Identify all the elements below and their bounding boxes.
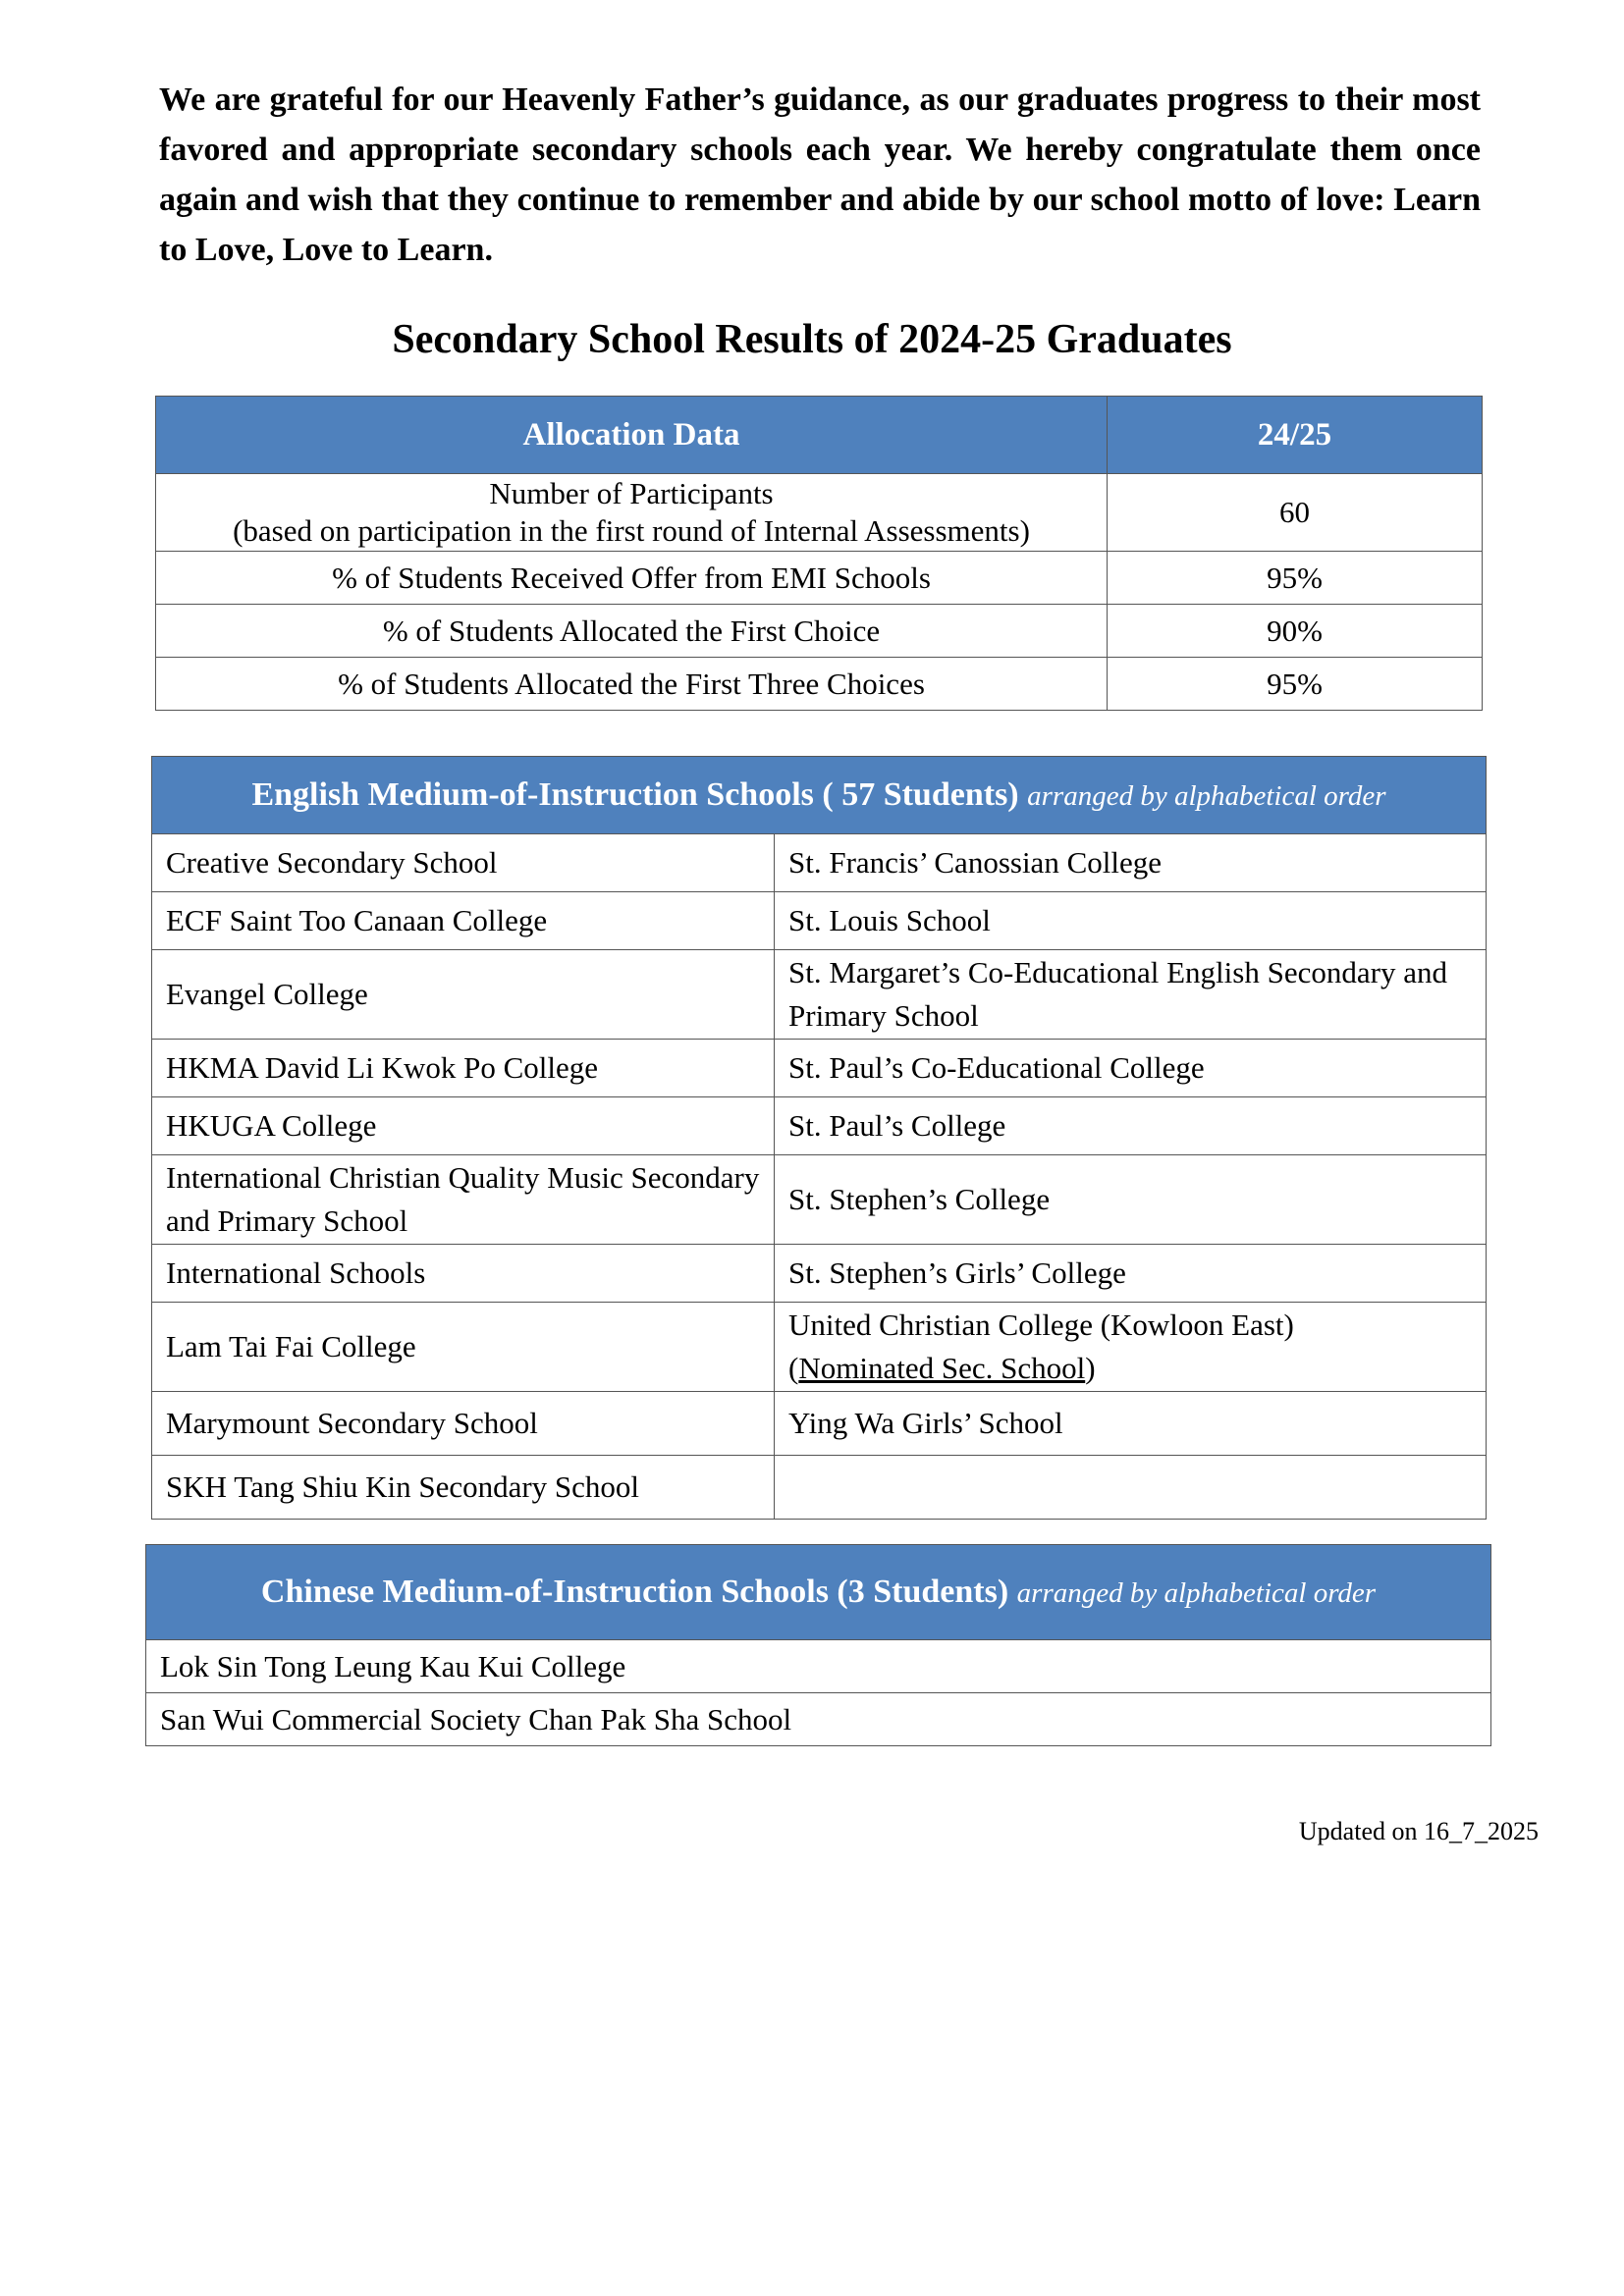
table-row [156, 474, 1483, 552]
table-row [152, 950, 1487, 1040]
intro-paragraph: We are grateful for our Heavenly Father’s guidance, as our graduates progress to their most favored and appropriate secondary schools each year. We hereby congratulate them once again and wish that they continue to remember and abide by our school motto of love: Learn to Love, Love to Learn. [159, 81, 1481, 268]
cmi-heading: Chinese Medium-of-Instruction Schools (3 Students) [260, 1574, 1009, 1610]
school-cell: Lok Sin Tong Leung Kau Kui College [146, 1640, 1491, 1693]
allocation-header-year: 24/25 [1108, 397, 1483, 474]
school-cell: St. Paul’s College [775, 1097, 1487, 1155]
table-row [152, 892, 1487, 950]
emi-schools-table [151, 756, 1487, 1520]
school-cell-nominated [775, 1303, 1487, 1392]
school-cell: International Schools [152, 1245, 775, 1303]
school-cell: St. Paul’s Co-Educational College [775, 1040, 1487, 1097]
table-row [152, 1456, 1487, 1520]
allocation-row-label: % of Students Allocated the First Three Choices [156, 658, 1108, 711]
table-row [152, 1392, 1487, 1456]
school-cell: HKMA David Li Kwok Po College [152, 1040, 775, 1097]
participants-label: Number of Participants [489, 476, 774, 510]
school-cell: Evangel College [152, 950, 775, 1040]
allocation-row-value: 95% [1108, 552, 1483, 605]
school-name: United Christian College (Kowloon East) [788, 1308, 1294, 1342]
table-row [152, 1245, 1487, 1303]
school-cell: HKUGA College [152, 1097, 775, 1155]
allocation-row-value: 95% [1108, 658, 1483, 711]
school-cell: SKH Tang Shiu Kin Secondary School [152, 1456, 775, 1520]
school-cell: St. Stephen’s Girls’ College [775, 1245, 1487, 1303]
updated-date: Updated on 16_7_2025 [1298, 1817, 1539, 1845]
school-cell: International Christian Quality Music Secondary and Primary School [152, 1155, 775, 1245]
allocation-header-label: Allocation Data [156, 397, 1108, 474]
nominated-note [788, 1347, 1486, 1390]
nominated-open-paren: ( [788, 1351, 799, 1385]
school-cell: Marymount Secondary School [152, 1392, 775, 1456]
table-row [152, 1303, 1487, 1392]
table-row [152, 1040, 1487, 1097]
school-cell: Creative Secondary School [152, 834, 775, 892]
allocation-table [155, 396, 1483, 711]
allocation-row-label: % of Students Received Offer from EMI Schools [156, 552, 1108, 605]
table-row [156, 658, 1483, 711]
table-row [152, 834, 1487, 892]
school-cell: Ying Wa Girls’ School [775, 1392, 1487, 1456]
school-cell: St. Francis’ Canossian College [775, 834, 1487, 892]
table-row [152, 1097, 1487, 1155]
table-row [146, 1693, 1491, 1746]
school-cell: San Wui Commercial Society Chan Pak Sha School [146, 1693, 1491, 1746]
school-cell: ECF Saint Too Canaan College [152, 892, 775, 950]
participants-sublabel: (based on participation in the first round of Internal Assessments) [233, 513, 1030, 548]
page-title: Secondary School Results of 2024-25 Graduates [392, 317, 1232, 362]
table-row [156, 552, 1483, 605]
emi-sort-note: arranged by alphabetical order [1027, 780, 1386, 812]
cmi-header [146, 1545, 1491, 1640]
cmi-sort-note: arranged by alphabetical order [1016, 1577, 1377, 1609]
school-cell: St. Stephen’s College [775, 1155, 1487, 1245]
school-cell: St. Louis School [775, 892, 1487, 950]
allocation-row-value: 90% [1108, 605, 1483, 658]
emi-header [152, 757, 1487, 834]
nominated-label: Nominated Sec. School [798, 1351, 1086, 1385]
allocation-row-value: 60 [1108, 474, 1483, 552]
allocation-row-label: % of Students Allocated the First Choice [156, 605, 1108, 658]
allocation-row-label [156, 474, 1108, 552]
table-row [156, 605, 1483, 658]
table-row [152, 1155, 1487, 1245]
school-cell: Lam Tai Fai College [152, 1303, 775, 1392]
nominated-close-paren: ) [1085, 1351, 1096, 1385]
emi-heading: English Medium-of-Instruction Schools ( 57 Students) [251, 776, 1019, 813]
school-cell: St. Margaret’s Co-Educational English Secondary and Primary School [775, 950, 1487, 1040]
school-cell-empty [775, 1456, 1487, 1520]
table-row [146, 1640, 1491, 1693]
cmi-schools-table [145, 1544, 1491, 1746]
